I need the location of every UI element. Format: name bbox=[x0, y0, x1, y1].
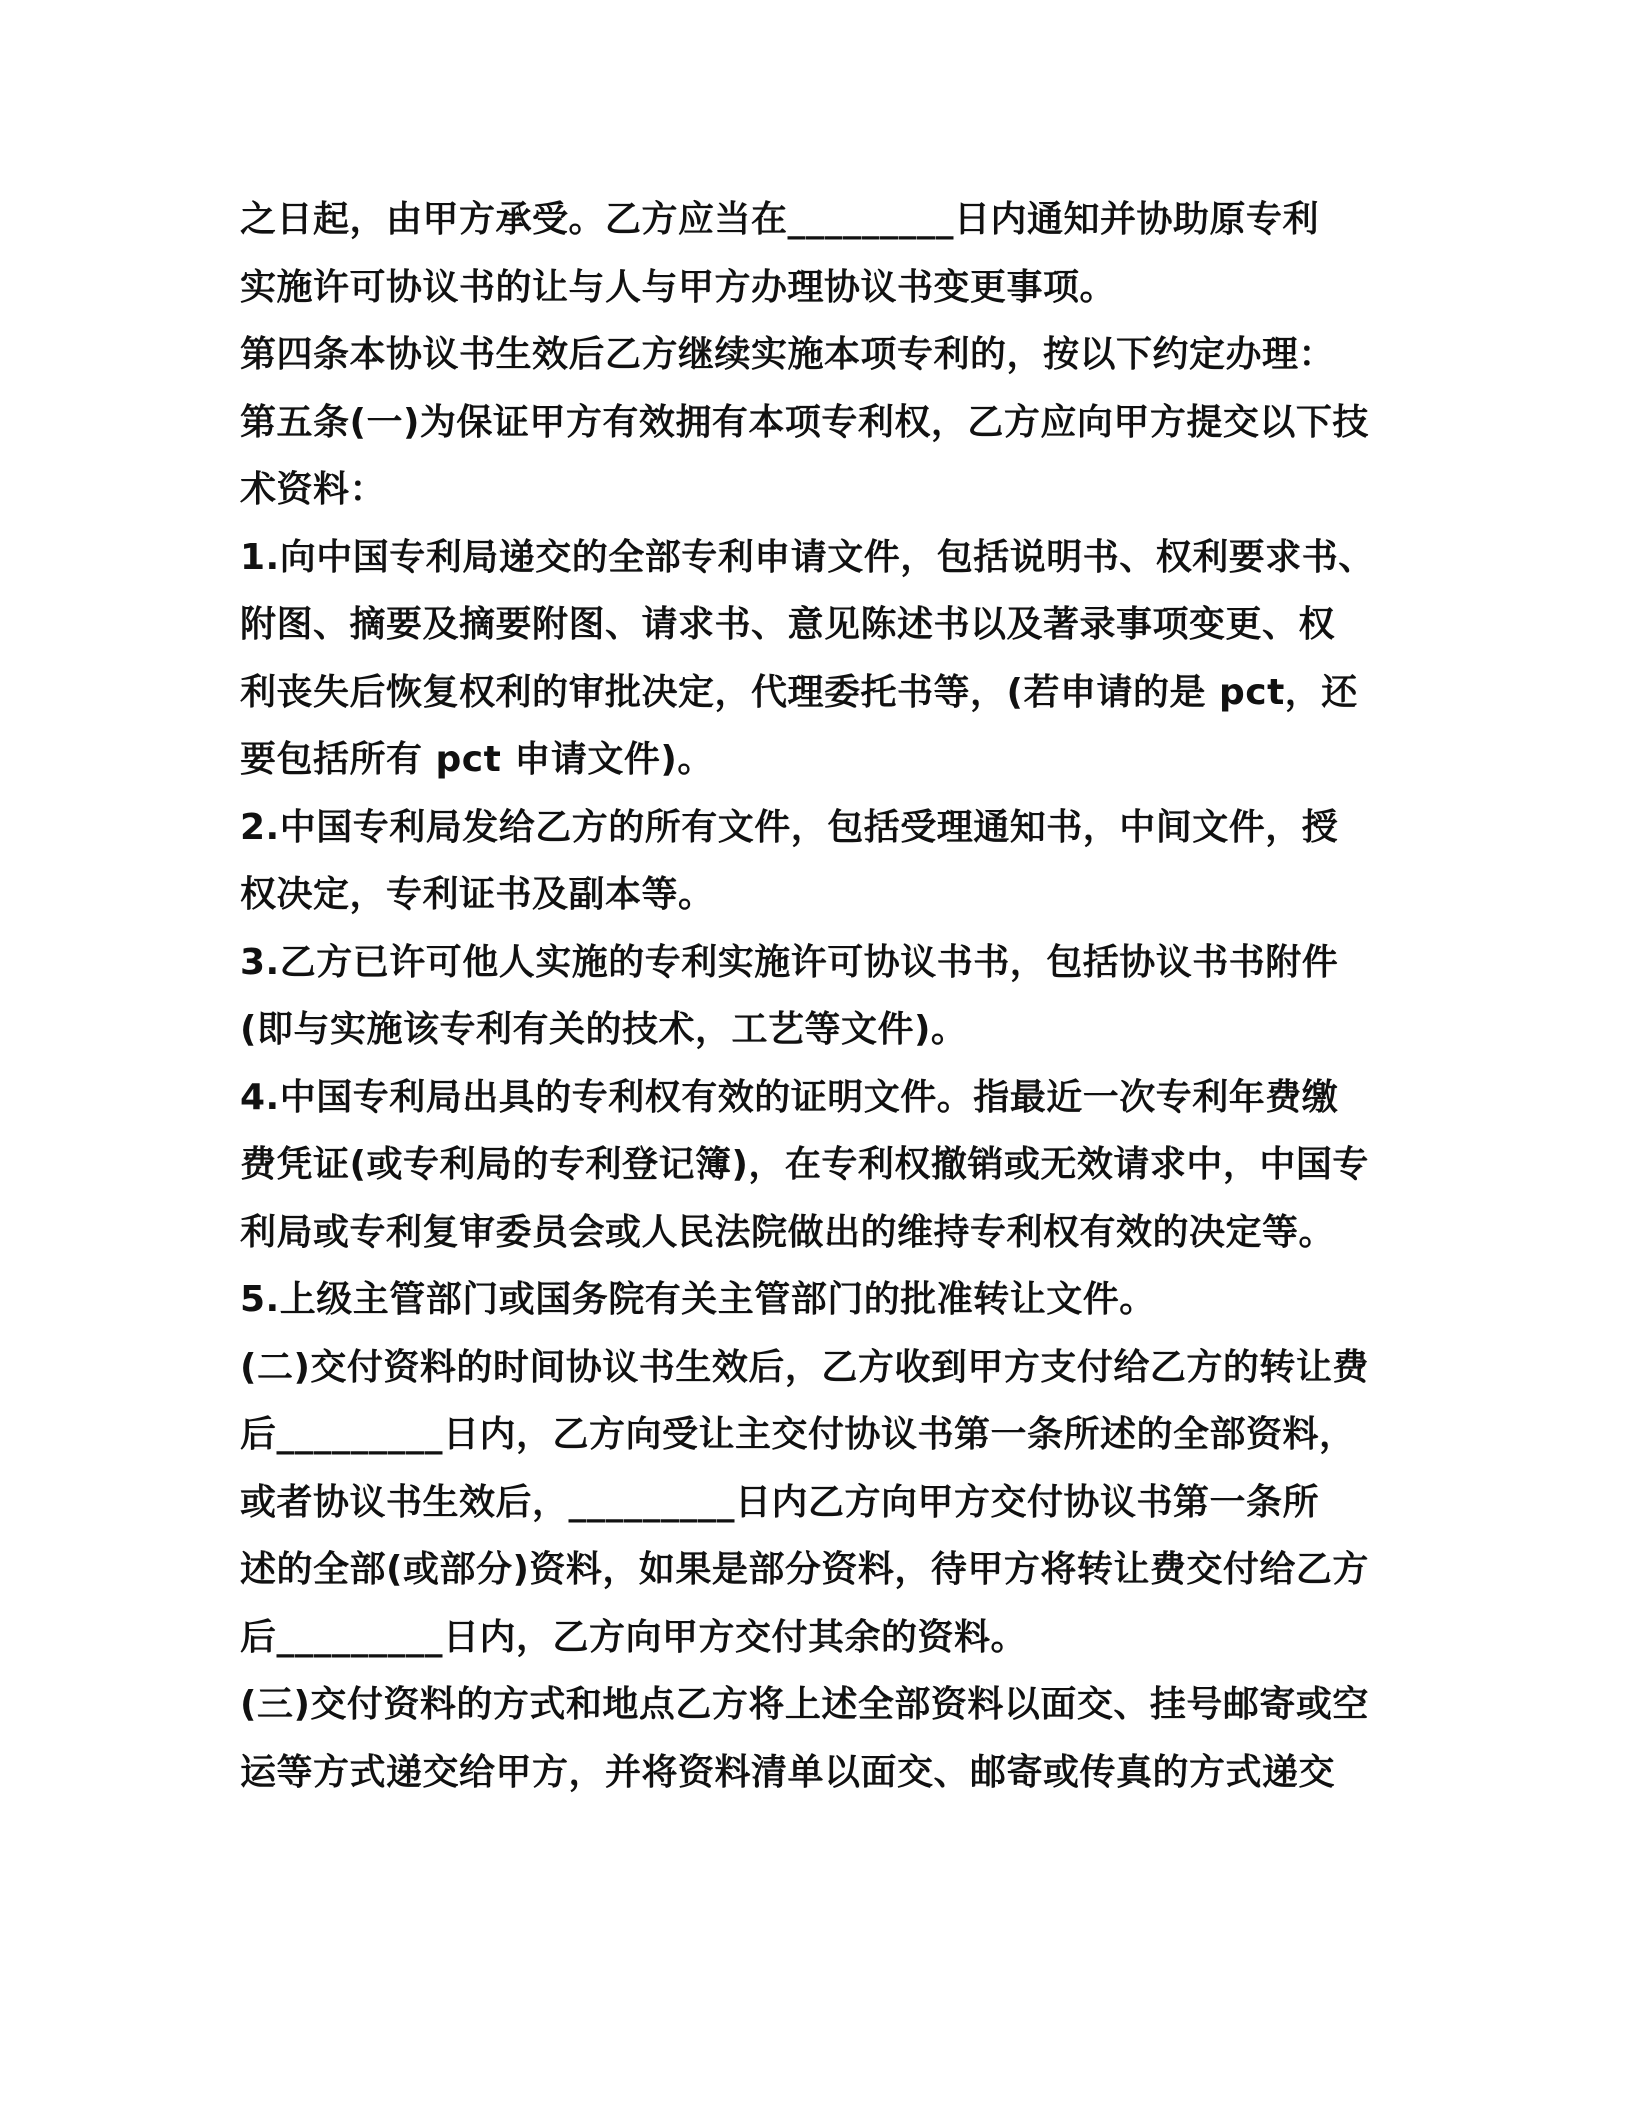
text-line: 术资料： bbox=[240, 469, 387, 510]
text-line: 第五条(一)为保证甲方有效拥有本项专利权，乙方应向甲方提交以下技 bbox=[240, 401, 1369, 443]
text-line: 之日起，由甲方承受。乙方应当在_________日内通知并协助原专利 bbox=[240, 199, 1320, 240]
text-line: 利丧失后恢复权利的审批决定，代理委托书等，(若申请的是 pct，还 bbox=[240, 671, 1358, 713]
text-line: 运等方式递交给甲方，并将资料清单以面交、邮寄或传真的方式递交 bbox=[240, 1751, 1336, 1793]
text-line: 第四条本协议书生效后乙方继续实施本项专利的，按以下约定办理： bbox=[240, 334, 1336, 375]
text-line: 或者协议书生效后，_________日内乙方向甲方交付协议书第一条所 bbox=[240, 1481, 1320, 1523]
text-line: 附图、摘要及摘要附图、请求书、意见陈述书以及著录事项变更、权 bbox=[240, 604, 1336, 645]
text-line: 1.向中国专利局递交的全部专利申请文件，包括说明书、权利要求书、 bbox=[240, 536, 1375, 578]
text-line: 3.乙方已许可他人实施的专利实施许可协议书书，包括协议书书附件 bbox=[240, 941, 1339, 983]
text-line: 后_________日内，乙方向受让主交付协议书第一条所述的全部资料， bbox=[240, 1414, 1356, 1455]
text-line: 2.中国专利局发给乙方的所有文件，包括受理通知书，中间文件，授 bbox=[240, 806, 1339, 848]
text-line: 实施许可协议书的让与人与甲方办理协议书变更事项。 bbox=[240, 266, 1117, 308]
text-line: 权决定，专利证书及副本等。 bbox=[240, 874, 715, 915]
text-line: 利局或专利复审委员会或人民法院做出的维持专利权有效的决定等。 bbox=[240, 1211, 1336, 1253]
text-line: 5.上级主管部门或国务院有关主管部门的批准转让文件。 bbox=[240, 1279, 1156, 1320]
text-line: (二)交付资料的时间协议书生效后，乙方收到甲方支付给乙方的转让费 bbox=[240, 1346, 1369, 1388]
text-line: 后_________日内，乙方向甲方交付其余的资料。 bbox=[240, 1616, 1028, 1658]
text-line: 费凭证(或专利局的专利登记簿)，在专利权撤销或无效请求中，中国专 bbox=[240, 1144, 1369, 1185]
text-line: 述的全部(或部分)资料，如果是部分资料，待甲方将转让费交付给乙方 bbox=[240, 1549, 1369, 1590]
text-line: (三)交付资料的方式和地点乙方将上述全部资料以面交、挂号邮寄或空 bbox=[240, 1684, 1369, 1725]
text-line: 要包括所有 pct 申请文件)。 bbox=[240, 739, 714, 780]
document-body bbox=[240, 186, 1400, 1806]
text-line: (即与实施该专利有关的技术，工艺等文件)。 bbox=[240, 1009, 968, 1050]
text-line: 4.中国专利局出具的专利权有效的证明文件。指最近一次专利年费缴 bbox=[240, 1076, 1339, 1118]
